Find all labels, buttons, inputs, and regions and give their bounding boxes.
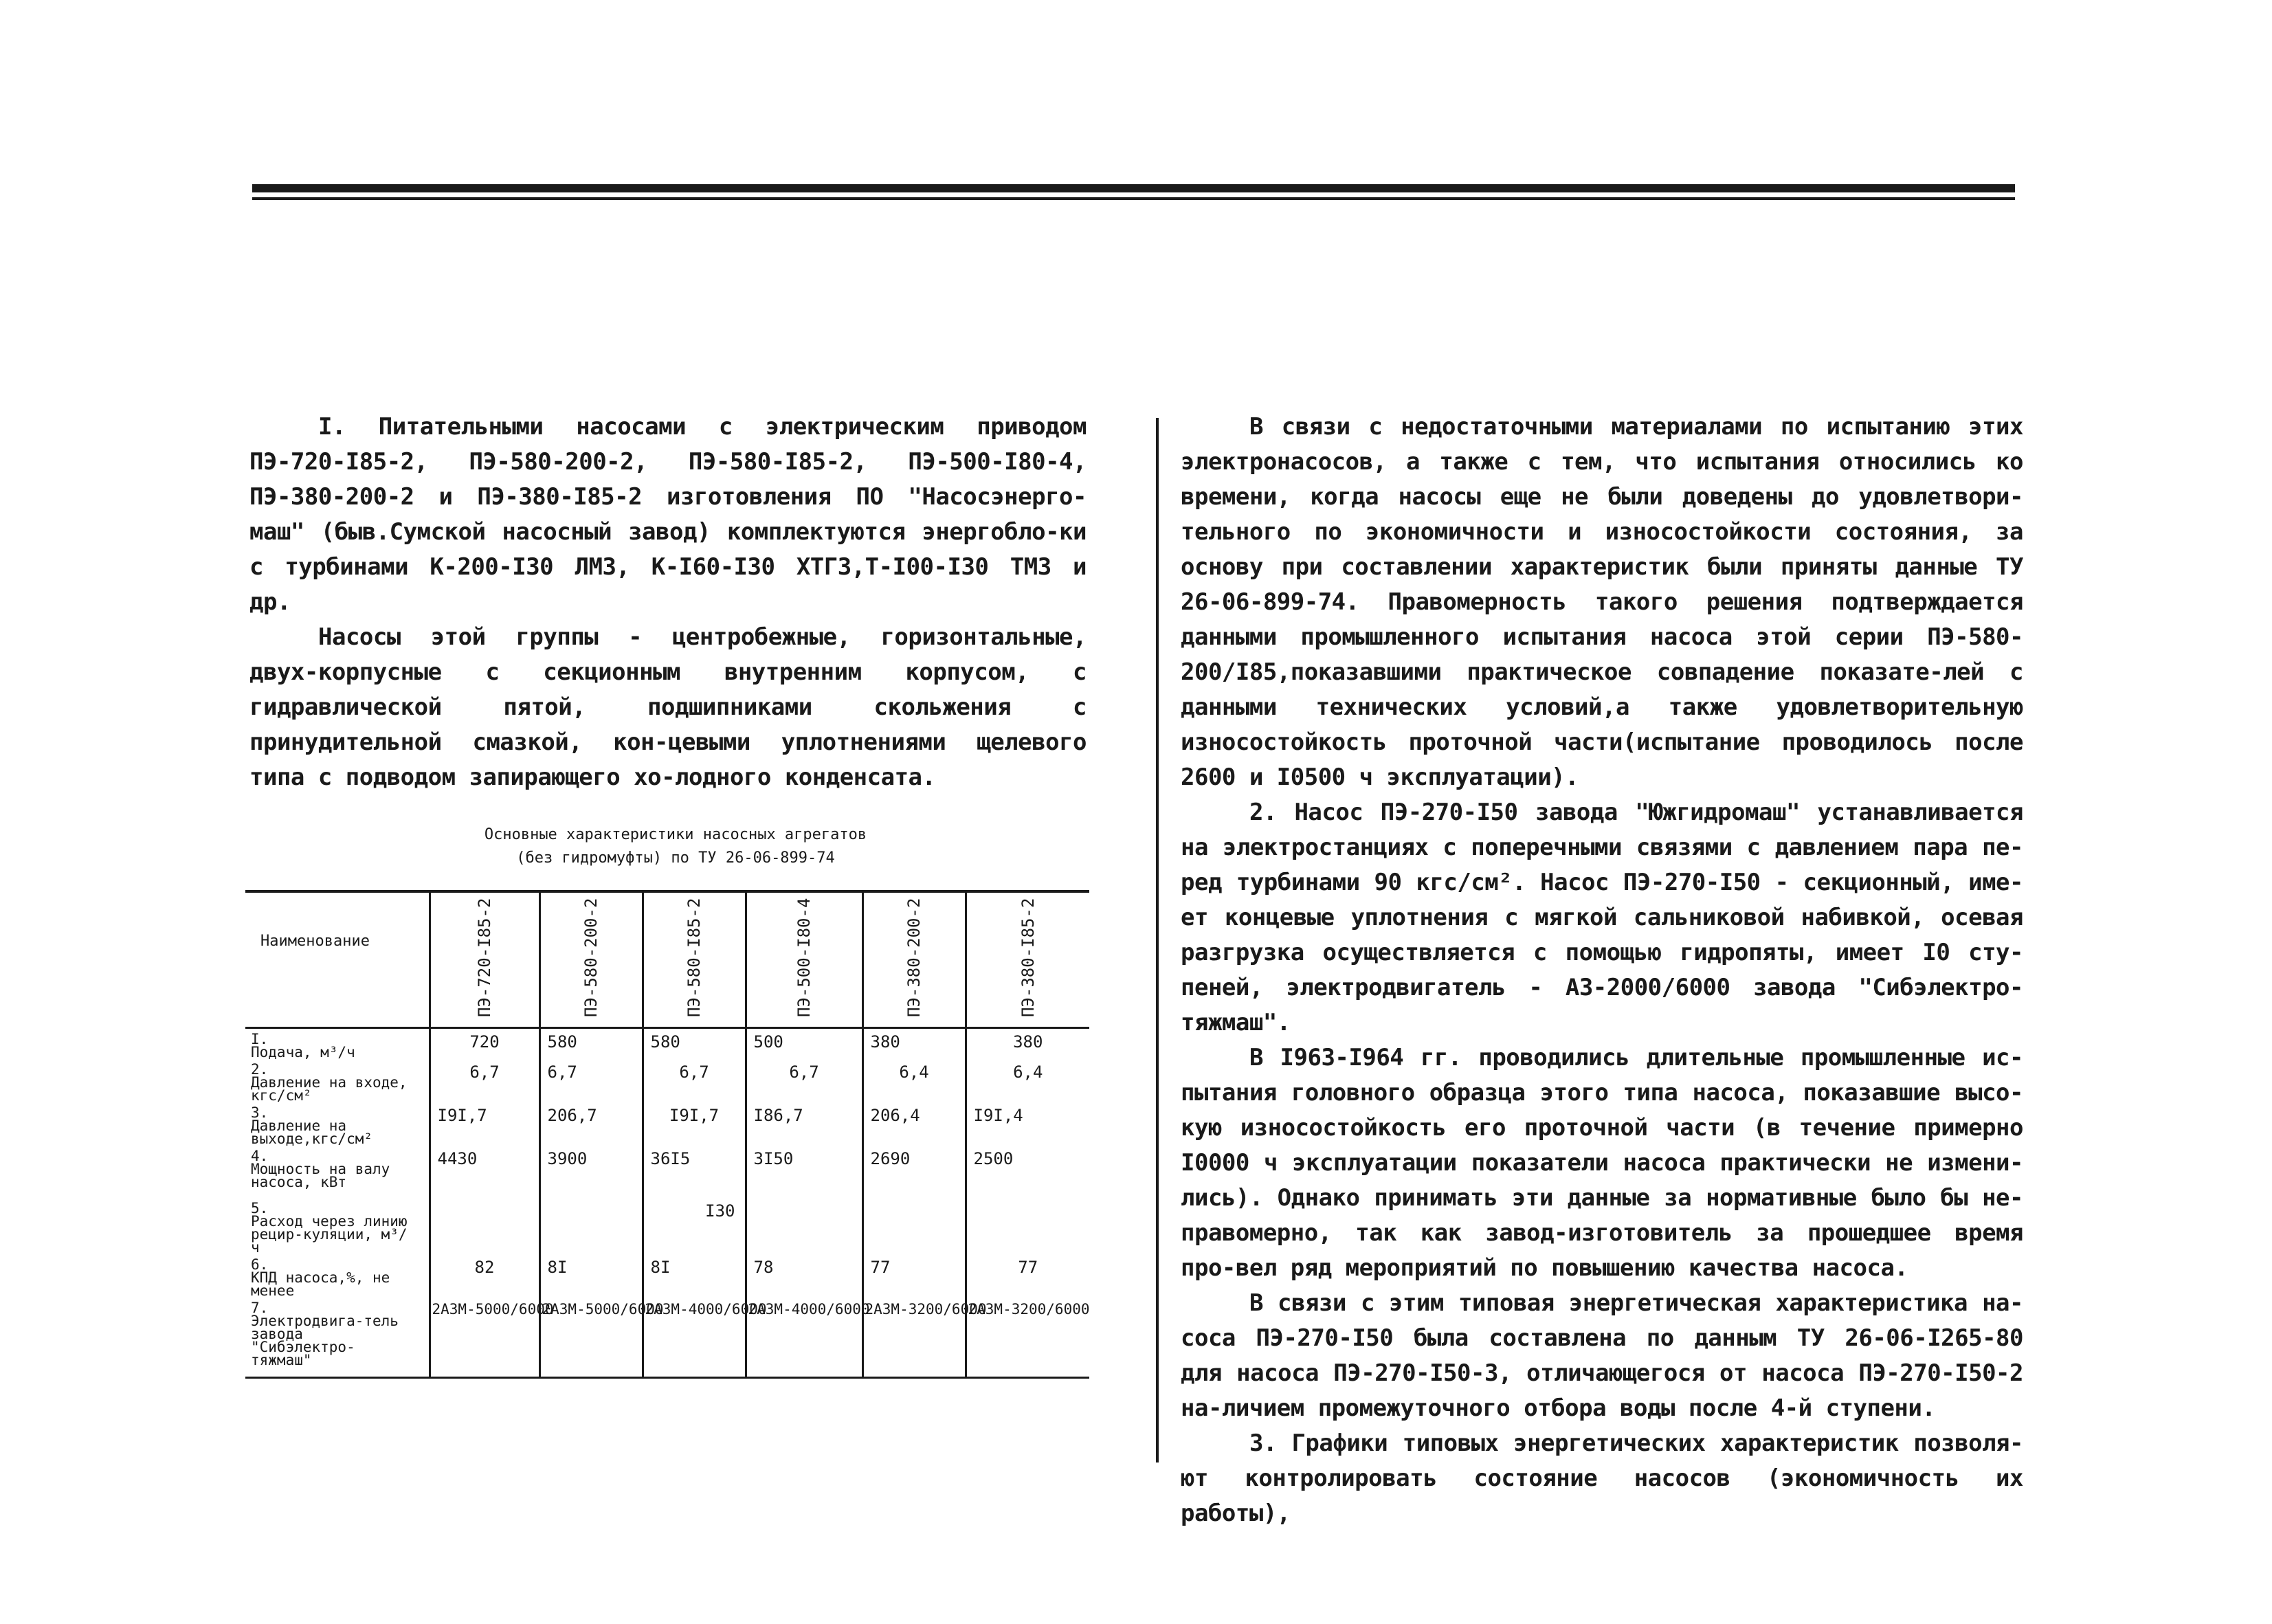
table-cell: 6,7 — [430, 1059, 539, 1102]
spec-table — [245, 890, 1089, 1379]
table-cell: I9I,7 — [430, 1102, 539, 1146]
right-paragraph-5: 3. Графики типовых энергетических характеристик позволя-ют контролировать состояние насосов (экономичность их работы), — [1181, 1430, 2037, 1527]
table-row — [245, 1298, 1089, 1378]
header-col-1-label: ПЭ-720-I85-2 — [475, 898, 494, 1017]
table-cell: 36I5 — [643, 1146, 746, 1198]
table-cell: 77 — [862, 1254, 966, 1298]
table-caption-line-1: Основные характеристики насосных агрегатов — [484, 826, 867, 843]
table-row — [245, 1198, 1089, 1254]
header-col-5 — [862, 891, 966, 1027]
table-cell: 8I — [643, 1254, 746, 1298]
table-cell: 2690 — [862, 1146, 966, 1198]
table-cell: I30 — [643, 1198, 746, 1254]
header-col-6-label: ПЭ-380-I85-2 — [1018, 898, 1038, 1017]
header-col-2 — [539, 891, 643, 1027]
table-cell — [539, 1198, 643, 1254]
row-name: Мощность на валу насоса, кВт — [251, 1160, 390, 1190]
right-paragraph-2: 2. Насос ПЭ-270-I50 завода "Южгидромаш" устанавливается на электростанциях с поперечными связями с давлением пара пе-ред турбинами 90 кгс/см². Насос ПЭ-270-I50 - секционный, име-ет концевые уплотнения с мягкой сальниковой набивкой, осевая разгрузка осуществляется с помощью гидропяты, имеет I0 сту-пеней, электродвигатель - АЗ-2000/6000 завода "Сибэлектро-тяжмаш". — [1181, 799, 2037, 1036]
row-label — [245, 1254, 430, 1298]
header-col-6 — [966, 891, 1089, 1027]
table-cell: 2АЗМ-5000/6000 — [430, 1298, 539, 1378]
table-cell: I9I,7 — [643, 1102, 746, 1146]
row-label — [245, 1198, 430, 1254]
header-rule-thin — [252, 197, 2015, 200]
row-label — [245, 1027, 430, 1059]
table-cell: 2АЗМ-3200/6000 — [862, 1298, 966, 1378]
table-row — [245, 1254, 1089, 1298]
row-name: Подача, м³/ч — [251, 1043, 355, 1060]
table-cell: 2АЗМ-4000/6000 — [746, 1298, 862, 1378]
table-caption — [249, 823, 1102, 870]
row-label — [245, 1146, 430, 1198]
table-cell — [862, 1198, 966, 1254]
row-name: КПД насоса,%, не менее — [251, 1269, 390, 1299]
header-col-5-label: ПЭ-380-200-2 — [904, 898, 924, 1017]
header-col-4 — [746, 891, 862, 1027]
table-cell: 4430 — [430, 1146, 539, 1198]
table-cell: 78 — [746, 1254, 862, 1298]
table-cell: 580 — [539, 1027, 643, 1059]
table-cell: 6,7 — [539, 1059, 643, 1102]
table-row — [245, 1059, 1089, 1102]
table-cell — [430, 1198, 539, 1254]
header-rule-thick — [252, 184, 2015, 192]
row-label — [245, 1102, 430, 1146]
table-cell: 82 — [430, 1254, 539, 1298]
table-cell: I9I,4 — [966, 1102, 1089, 1146]
table-cell: 6,4 — [966, 1059, 1089, 1102]
table-cell: 380 — [966, 1027, 1089, 1059]
table-cell: 720 — [430, 1027, 539, 1059]
table-row — [245, 1146, 1089, 1198]
table-cell: 3900 — [539, 1146, 643, 1198]
table-row — [245, 1102, 1089, 1146]
row-number: 3. — [251, 1104, 269, 1121]
row-label — [245, 1059, 430, 1102]
left-column — [249, 410, 1100, 795]
right-paragraph-1: В связи с недостаточными материалами по испытанию этих электронасосов, а также с тем, что испытания относились ко времени, когда насосы еще не были доведены до удовлетвори-тельного по экономичности и износостойкости состояния, за основу при составлении характеристик были приняты данные ТУ 26-06-899-74. Правомерность такого решения подтверждается данными промышленного испытания насоса этой серии ПЭ-580-200/I85,показавшими практическое совпадение показате-лей с данными технических условий,а также удовлетворительную износостойкость проточной части(испытание проводилось после 2600 и I0500 ч эксплуатации). — [1181, 413, 2037, 791]
table-cell: 2500 — [966, 1146, 1089, 1198]
row-number: 5. — [251, 1199, 269, 1216]
table-cell: 2АЗМ-4000/6000 — [643, 1298, 746, 1378]
table-cell: 500 — [746, 1027, 862, 1059]
table-cell: 6,7 — [746, 1059, 862, 1102]
row-label — [245, 1298, 430, 1378]
header-col-3 — [643, 891, 746, 1027]
column-divider — [1156, 418, 1159, 1462]
row-name: Давление на выходе,кгс/см² — [251, 1117, 373, 1147]
right-paragraph-3: В I963-I964 гг. проводились длительные промышленные ис-пытания головного образца этого типа насоса, показавшие высо-кую износостойкость его проточной части (в течение примерно I0000 ч эксплуатации показатели насоса практически не измени-лись). Однако принимать эти данные за нормативные было бы не-правомерно, так как завод-изготовитель за прошедшее время про-вел ряд мероприятий по повышению качества насоса. — [1181, 1044, 2037, 1282]
table-cell: 206,4 — [862, 1102, 966, 1146]
spec-table-header — [245, 891, 1089, 1027]
header-col-4-label: ПЭ-500-I80-4 — [794, 898, 814, 1017]
table-cell: 206,7 — [539, 1102, 643, 1146]
right-paragraph-4: В связи с этим типовая энергетическая характеристика на-соса ПЭ-270-I50 была составлена по данным ТУ 26-06-I265-80 для насоса ПЭ-270-I50-3, отличающегося от насоса ПЭ-270-I50-2 на-личием промежуточного отбора воды после 4-й ступени. — [1181, 1289, 2037, 1422]
header-col-1 — [430, 891, 539, 1027]
table-cell: 6,4 — [862, 1059, 966, 1102]
left-paragraph-2: Насосы этой группы - центробежные, горизонтальные, двух-корпусные с секционным внутренним корпусом, с гидравлической пятой, подшипниками скольжения с принудительной смазкой, кон-цевыми уплотнениями щелевого типа с подводом запирающего хо-лодного конденсата. — [249, 623, 1100, 791]
row-number: 4. — [251, 1147, 269, 1164]
table-cell: 8I — [539, 1254, 643, 1298]
table-cell: 380 — [862, 1027, 966, 1059]
table-cell: 2АЗМ-3200/6000 — [966, 1298, 1089, 1378]
table-cell — [966, 1198, 1089, 1254]
table-cell: 580 — [643, 1027, 746, 1059]
row-number: 7. — [251, 1299, 269, 1316]
table-cell: 2АЗМ-5000/6000 — [539, 1298, 643, 1378]
row-number: I. — [251, 1030, 269, 1047]
table-cell — [746, 1198, 862, 1254]
header-name-cell: Наименование — [245, 891, 430, 1027]
table-row — [245, 1027, 1089, 1059]
header-col-3-label: ПЭ-580-I85-2 — [684, 898, 704, 1017]
header-col-2-label: ПЭ-580-200-2 — [581, 898, 601, 1017]
right-column — [1181, 410, 2037, 1531]
row-number: 6. — [251, 1256, 269, 1273]
table-cell: 6,7 — [643, 1059, 746, 1102]
left-paragraph-1: I. Питательными насосами с электрическим приводом ПЭ-720-I85-2, ПЭ-580-200-2, ПЭ-580-I85-2, ПЭ-500-I80-4, ПЭ-380-200-2 и ПЭ-380-I85-2 изготовления ПО "Насосэнерго-маш" (быв.Сумской насосный завод) комплектуются энергобло-ки с турбинами К-200-I30 ЛМЗ, К-I60-I30 ХТГЗ,Т-I00-I30 ТМЗ и др. — [249, 413, 1100, 616]
table-cell: 77 — [966, 1254, 1089, 1298]
table-cell: I86,7 — [746, 1102, 862, 1146]
row-number: 2. — [251, 1060, 269, 1078]
row-name: Расход через линию рецир-куляции, м³/ч — [251, 1212, 408, 1256]
row-name: Электродвига-тель завода "Сибэлектро-тяжмаш" — [251, 1312, 399, 1368]
table-cell: 3I50 — [746, 1146, 862, 1198]
row-name: Давление на входе, кгс/см² — [251, 1074, 408, 1104]
table-caption-line-2: (без гидромуфты) по ТУ 26-06-899-74 — [516, 849, 835, 867]
